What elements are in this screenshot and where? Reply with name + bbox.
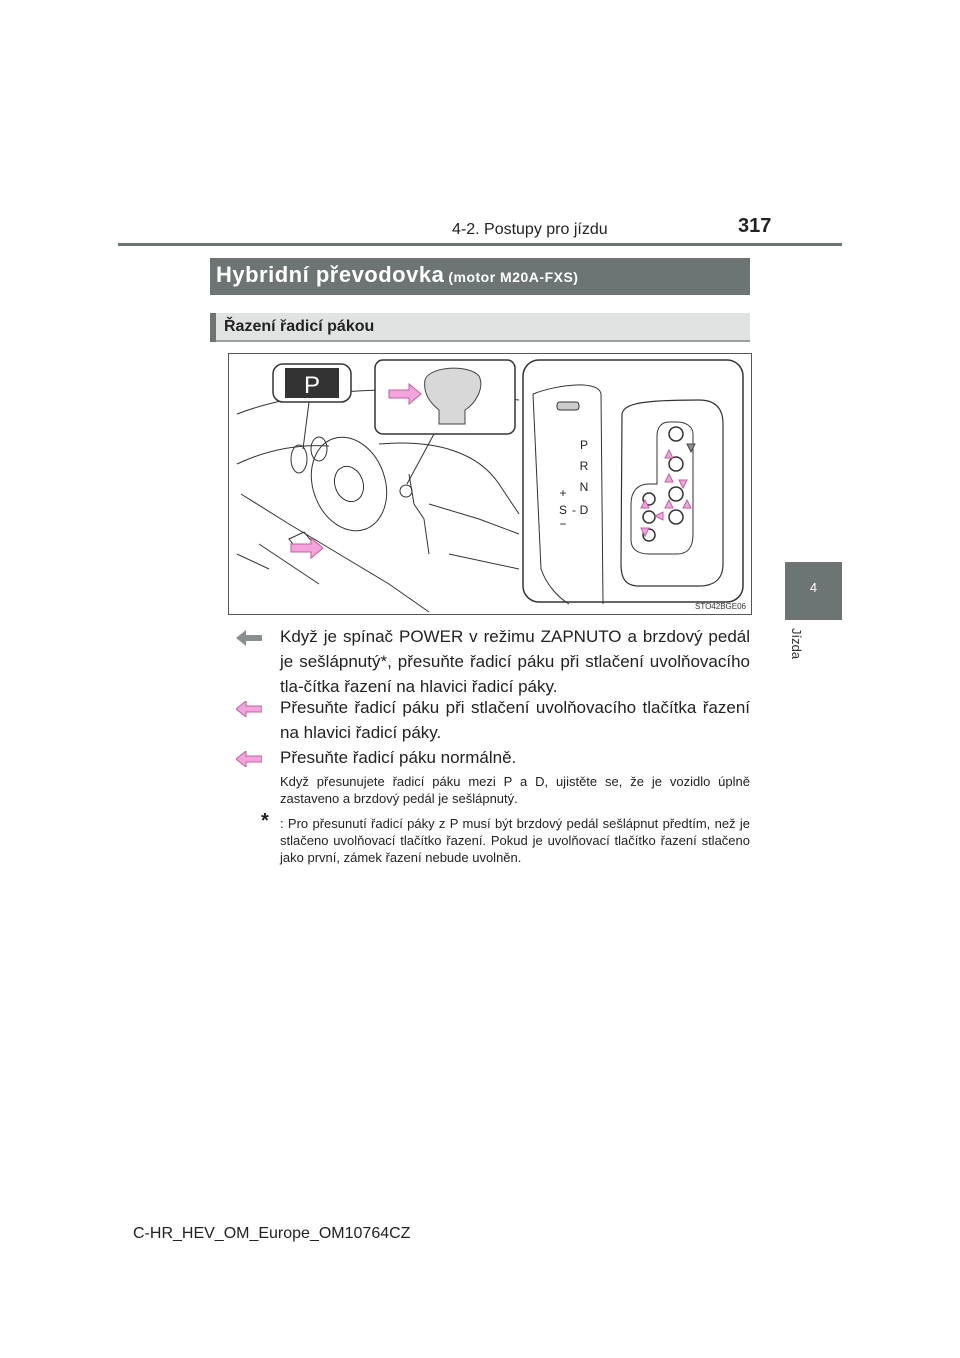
document-code: C-HR_HEV_OM_Europe_OM10764CZ [133, 1225, 411, 1242]
p-callout-leader [303, 402, 309, 449]
gate-label-r: R [579, 459, 589, 473]
chapter-label: Jízda [789, 628, 804, 660]
gate-label-s: S [558, 503, 568, 517]
gate-label-minus: − [559, 517, 567, 531]
header-divider [118, 243, 842, 246]
section-title [216, 262, 578, 288]
knob-callout-leader [407, 434, 434, 484]
gate-pos-d [669, 510, 683, 524]
p-indicator-letter: P [303, 372, 321, 399]
shift-lever-illustration [228, 353, 752, 615]
gate-pos-n [669, 487, 683, 501]
gate-label-d: D [579, 503, 589, 517]
gate-label-plus: + [559, 486, 567, 500]
figure-code: STO42BGE06 [695, 602, 746, 611]
gate-label-n: N [579, 480, 589, 494]
gate-label-dash: - [572, 503, 576, 517]
step-arrow-pink-icon-2 [236, 751, 262, 767]
subsection-marker [210, 313, 216, 342]
section-title-sub: (motor M20A-FXS) [448, 269, 579, 285]
gate-pos-s [643, 511, 655, 523]
footnote-marker: * [261, 810, 269, 832]
gate-label-p: P [579, 438, 589, 452]
step-arrow-pink-icon [236, 701, 262, 717]
chapter-tab [785, 562, 842, 620]
step-1: Když je spínač POWER v režimu ZAPNUTO a brzdový pedál je sešlápnutý*, přesuňte řadicí páku při stlačení uvolňovacího tla-čítka řazení na hlavici řadicí páky. [280, 627, 750, 696]
step-3: Přesuňte řadicí páku normálně. [280, 748, 517, 767]
illustration-drawing [229, 354, 751, 614]
step-arrow-gray-icon [236, 630, 262, 646]
gate-pos-r [669, 457, 683, 471]
section-header: 4-2. Postupy pro jízdu [452, 221, 608, 238]
subsection-bar [210, 313, 750, 342]
footnote-text: : Pro přesunutí řadicí páky z P musí být brzdový pedál sešlápnut předtím, než je stlačeno uvolňovací tlačítko řazení. Pokud je uvolňovací tlačítko řazení stlačeno jako první, zámek řazení nebude uvolněn. [280, 816, 750, 865]
safety-note: Když přesunujete řadicí páku mezi P a D, ujistěte se, že je vozidlo úplně zastaveno a brzdový pedál je sešlápnutý. [280, 774, 750, 806]
subsection-title: Řazení řadicí pákou [224, 318, 375, 335]
gate-button [557, 402, 579, 410]
step-2: Přesuňte řadicí páku při stlačení uvolňovacího tlačítka řazení na hlavici řadicí páky. [280, 698, 750, 742]
section-title-bar [210, 258, 750, 295]
page-number: 317 [738, 215, 772, 237]
gate-pos-p [669, 427, 683, 441]
section-title-main: Hybridní převodovka [216, 262, 445, 287]
chapter-number: 4 [809, 580, 818, 595]
